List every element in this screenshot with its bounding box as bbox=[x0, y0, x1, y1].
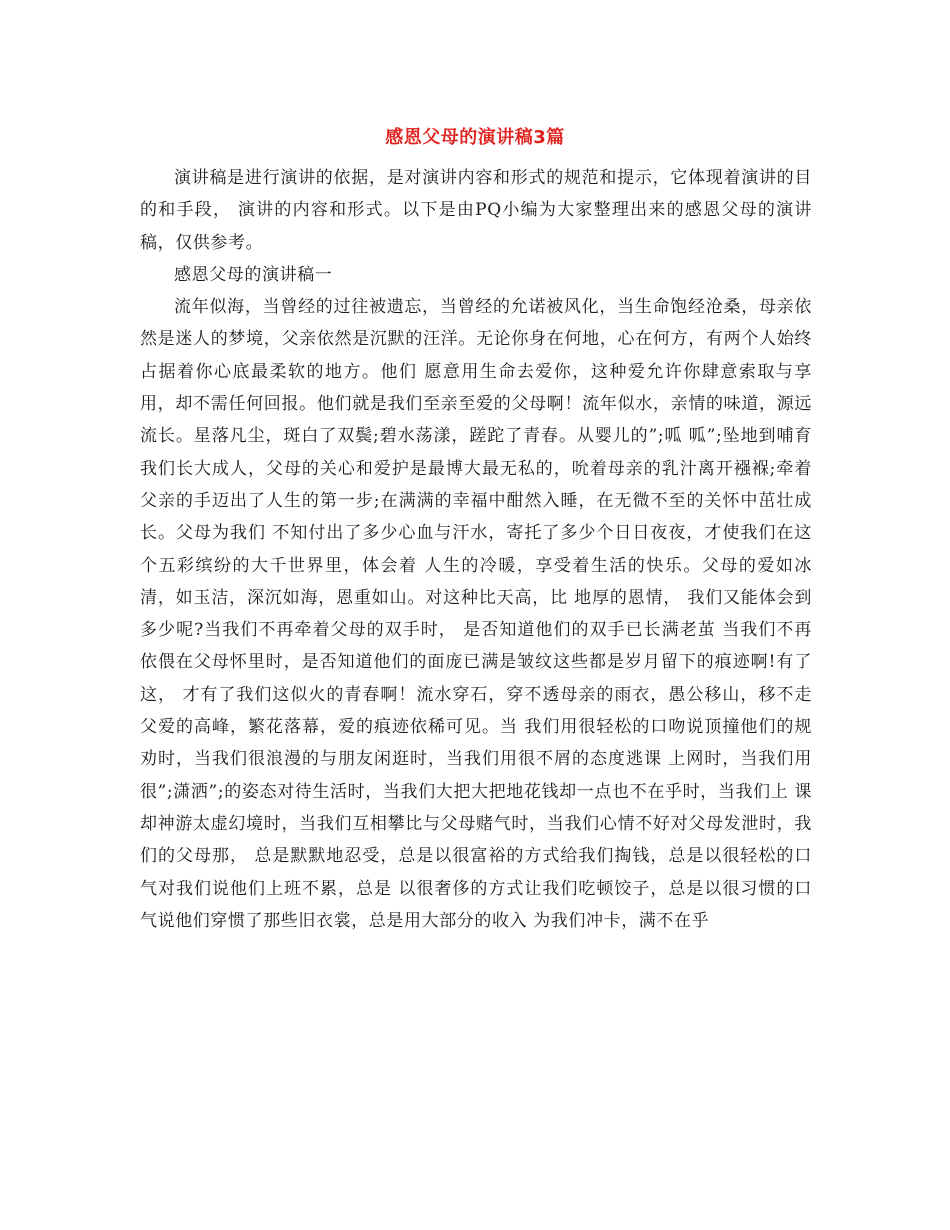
document-body bbox=[140, 162, 812, 937]
body-paragraph: 流年似海，当曾经的过往被遗忘，当曾经的允诺被风化，当生命饱经沧桑，母亲依然是迷人的梦境，父亲依然是沉默的汪洋。无论你身在何地，心在何方，有两个人始终占据着你心底最柔软的地方。他们 愿意用生命去爱你，这种爱允许你肆意索取与享用，却不需任何回报。他们就是我们至亲至爱的父母啊！流年似水，亲情的味道，源远流长。星落凡尘，斑白了双鬓;碧水荡漾，蹉跎了青春。从婴儿的”;呱 呱”;坠地到哺育我们长大成人，父母的关心和爱护是最博大最无私的，吮着母亲的乳汁离开襁褓;牵着 父亲的手迈出了人生的第一步;在满满的幸福中酣然入睡，在无微不至的关怀中茁壮成长。父母为我们 不知付出了多少心血与汗水，寄托了多少个日日夜夜，才使我们在这个五彩缤纷的大千世界里，体会着 人生的冷暖，享受着生活的快乐。父母的爱如冰清，如玉洁，深沉如海，恩重如山。对这种比天高，比 地厚的恩情， 我们又能体会到多少呢?当我们不再牵着父母的双手时， 是否知道他们的双手已长满老茧 当我们不再依偎在父母怀里时，是否知道他们的面庞已满是皱纹这些都是岁月留下的痕迹啊!有了这， 才有了我们这似火的青春啊！流水穿石，穿不透母亲的雨衣，愚公移山，移不走父爱的高峰，繁花落幕，爱的痕迹依稀可见。当 我们用很轻松的口吻说顶撞他们的规劝时，当我们很浪漫的与朋友闲逛时，当我们用很不屑的态度逃课 上网时，当我们用很”;潇洒”;的姿态对待生活时，当我们大把大把地花钱却一点也不在乎时，当我们上 课却神游太虚幻境时，当我们互相攀比与父母赌气时，当我们心情不好对父母发泄时，我们的父母那， 总是默默地忍受，总是以很富裕的方式给我们掏钱，总是以很轻松的口气对我们说他们上班不累，总是 以很奢侈的方式让我们吃顿饺子，总是以很习惯的口气说他们穿惯了那些旧衣裳，总是用大部分的收入 为我们冲卡，满不在乎 bbox=[140, 297, 812, 931]
document-title: 感恩父母的演讲稿3篇 bbox=[385, 127, 565, 148]
section-heading: 感恩父母的演讲稿一 bbox=[174, 264, 333, 285]
intro-paragraph: 演讲稿是进行演讲的依据，是对演讲内容和形式的规范和提示，它体现着演讲的目的和手段， 演讲的内容和形式。以下是由PQ小编为大家整理出来的感恩父母的演讲稿，仅供参考。 bbox=[140, 168, 812, 253]
